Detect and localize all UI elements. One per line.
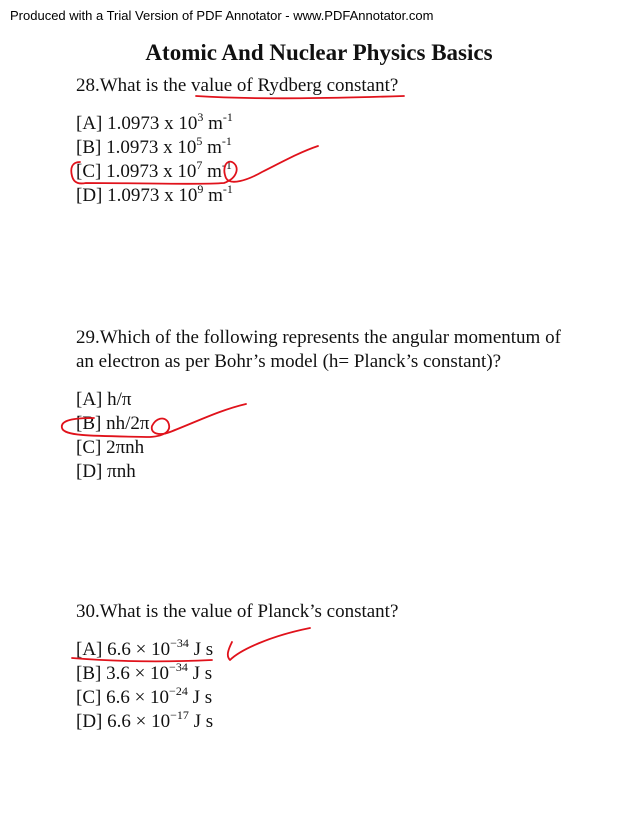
q28-option-c: [C] 1.0973 x $10^7$ $m^{-1}$ <box>76 158 232 182</box>
q28-option-d: [D] 1.0973 x $10^9$ $m^{-1}$ <box>76 182 233 206</box>
q30-option-b: [B] $3.6 \times 10^{-34}$ J s <box>76 660 213 684</box>
q30-option-d: [D] $6.6 \times 10^{-17}$ J s <box>76 708 214 732</box>
question-30: 30.What is the value of Planck’s constant? <box>76 601 399 622</box>
trial-watermark: Produced with a Trial Version of PDF Annotator - www.PDFAnnotator.com <box>10 8 434 23</box>
q30-option-c: [C] $6.6 \times 10^{-24}$ J s <box>76 684 213 708</box>
question-28: 28.What is the value of Rydberg constant? <box>76 75 399 96</box>
q30-answer-stroke <box>228 628 310 660</box>
q30-option-a: [A] $6.6 \times 10^{-34}$ J s <box>76 636 214 660</box>
q29-option-b: [B] nh/2π <box>76 413 150 434</box>
q29-option-d: [D] πnh <box>76 461 136 482</box>
q29-option-a: [A] h/π <box>76 389 132 410</box>
q28-option-b: [B] 1.0973 x $10^5$ $m^{-1}$ <box>76 134 232 158</box>
question-29: 29.Which of the following represents the angular momentum of an electron as per Bohr’s model (h= Planck’s constant)? <box>76 327 561 372</box>
q28-option-a: [A] 1.0973 x $10^3$ $m^{-1}$ <box>76 110 233 134</box>
page-title: Atomic And Nuclear Physics Basics <box>145 40 493 65</box>
q29-option-c: [C] 2πnh <box>76 437 145 458</box>
